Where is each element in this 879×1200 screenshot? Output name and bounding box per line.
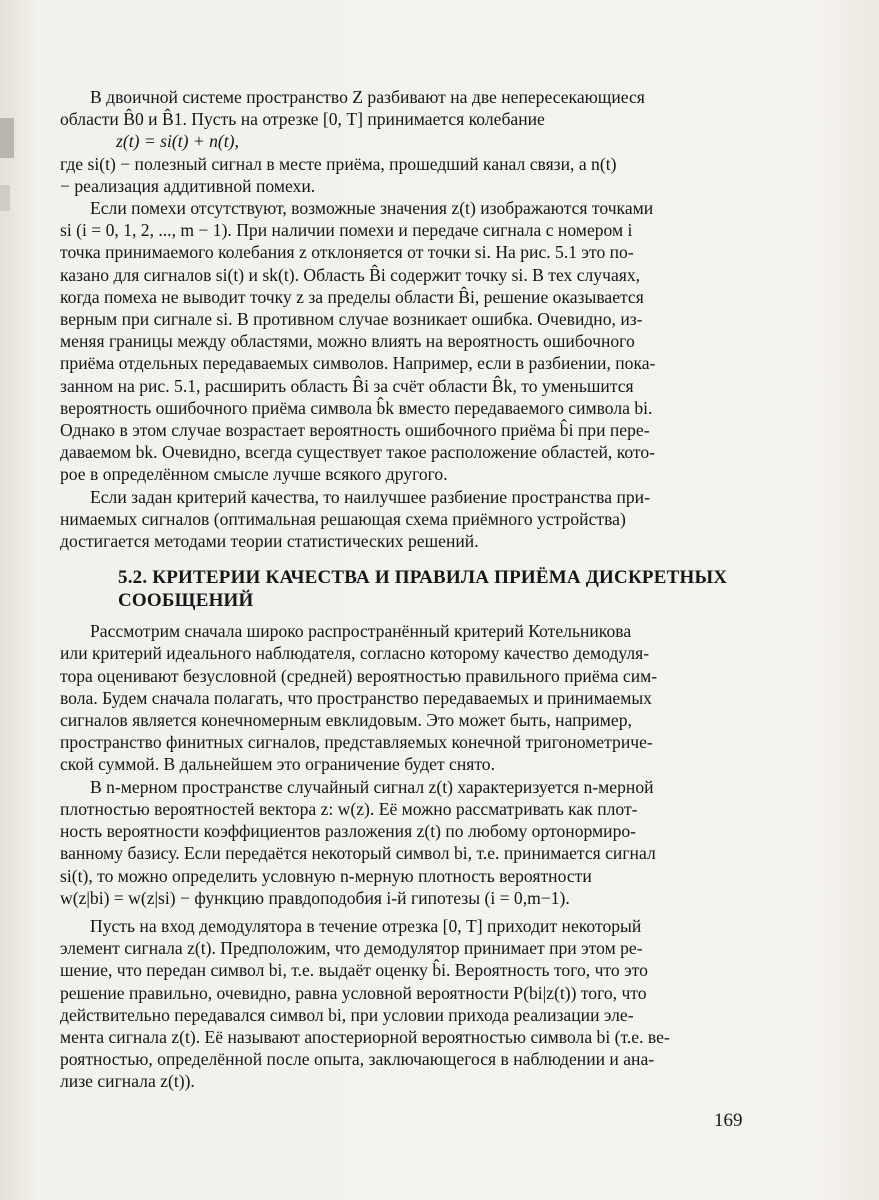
- formula-received-signal: z(t) = si(t) + n(t),: [116, 131, 239, 152]
- paragraph-2-line: занном на рис. 5.1, расширить область B̂i за счёт области B̂k, то уменьшится: [60, 375, 634, 396]
- paragraph-4-line: или критерий идеального наблюдателя, согласно которому качество демодуля-: [60, 643, 650, 664]
- paragraph-2-line: si (i = 0, 1, 2, ..., m − 1). При наличии помехи и передаче сигнала с номером i: [60, 220, 633, 241]
- paragraph-5-line: ность вероятности коэффициентов разложения z(t) по любому ортонормиро-: [60, 821, 637, 842]
- paragraph-2-line: приёма отдельных передаваемых символов. Например, если в разбиении, пока-: [60, 353, 656, 374]
- paragraph-6-line: мента сигнала z(t). Её называют апостериорной вероятностью символа bi (т.е. ве-: [60, 1026, 670, 1047]
- paragraph-4-line: пространство финитных сигналов, представляемых конечной тригонометриче-: [60, 732, 653, 753]
- page-body: [60, 86, 745, 1093]
- paragraph-4-line: ской суммой. В дальнейшем это ограничение будет снято.: [60, 754, 496, 775]
- page-number: 169: [714, 1110, 743, 1131]
- paragraph-2-line: даваемом bk. Очевидно, всегда существует такое расположение областей, кото-: [60, 442, 656, 463]
- paragraph-2-line: меняя границы между областями, можно влиять на вероятность ошибочного: [60, 331, 635, 352]
- paragraph-4-line: сигналов является конечномерным евклидовым. Это может быть, например,: [60, 710, 632, 731]
- paragraph-3-line: Если задан критерий качества, то наилучшее разбиение пространства при-: [90, 486, 650, 507]
- paragraph-5-line: В n-мерном пространстве случайный сигнал z(t) характеризуется n-мерной: [90, 776, 654, 797]
- paragraph-6-line: решение правильно, очевидно, равна условной вероятности P(bi|z(t)) того, что: [60, 982, 647, 1003]
- paragraph-6-line: действительно передавался символ bi, при условии прихода реализации эле-: [60, 1004, 634, 1025]
- paragraph-4-line: вола. Будем сначала полагать, что пространство передаваемых и принимаемых: [60, 687, 652, 708]
- paragraph-1-line: области B̂0 и B̂1. Пусть на отрезке [0, T] принимается колебание: [60, 109, 545, 130]
- paragraph-5-line: si(t), то можно определить условную n-мерную плотность вероятности: [60, 865, 592, 886]
- section-heading: 5.2. КРИТЕРИИ КАЧЕСТВА И ПРАВИЛА ПРИЁМА ДИСКРЕТНЫХ СООБЩЕНИЙ: [118, 567, 728, 612]
- paragraph-6-line: Пусть на вход демодулятора в течение отрезка [0, T] приходит некоторый: [90, 915, 642, 936]
- paragraph-2-line: когда помеха не выводит точку z за пределы области B̂i, решение оказывается: [60, 286, 644, 307]
- scan-artifact: [0, 185, 10, 211]
- paragraph-3-line: нимаемых сигналов (оптимальная решающая схема приёмного устройства): [60, 508, 626, 529]
- paragraph-5-line: w(z|bi) = w(z|si) − функцию правдоподобия i-й гипотезы (i = 0,m−1).: [60, 887, 570, 908]
- paragraph-2-line: казано для сигналов si(t) и sk(t). Область B̂i содержит точку si. В тех случаях,: [60, 264, 641, 285]
- paragraph-4-line: Рассмотрим сначала широко распространённый критерий Котельникова: [90, 621, 632, 642]
- paragraph-5-line: плотностью вероятностей вектора z: w(z). Её можно рассматривать как плот-: [60, 798, 638, 819]
- paragraph-2-line: рое в определённом смысле лучше всякого другого.: [60, 464, 448, 485]
- paragraph-2-line: точка принимаемого колебания z отклоняется от точки si. На рис. 5.1 это по-: [60, 242, 634, 263]
- paragraph-2-line: вероятность ошибочного приёма символа b̂k вместо передаваемого символа bi.: [60, 397, 653, 418]
- paragraph-6-line: элемент сигнала z(t). Предположим, что демодулятор принимает при этом ре-: [60, 938, 643, 959]
- paragraph-1-line: где si(t) − полезный сигнал в месте приёма, прошедший канал связи, а n(t): [60, 153, 617, 174]
- paragraph-4-line: тора оценивают безусловной (средней) вероятностью правильного приёма сим-: [60, 665, 658, 686]
- scan-artifact: [0, 118, 14, 158]
- paragraph-2-line: верным при сигнале si. В противном случае возникает ошибка. Очевидно, из-: [60, 309, 643, 330]
- paragraph-6-line: шение, что передан символ bi, т.е. выдаёт оценку b̂i. Вероятность того, что это: [60, 960, 648, 981]
- paragraph-3-line: достигается методами теории статистических решений.: [60, 531, 479, 552]
- paragraph-6-line: роятностью, определённой после опыта, заключающегося в наблюдении и ана-: [60, 1049, 655, 1070]
- paragraph-1-line: − реализация аддитивной помехи.: [60, 175, 316, 196]
- paragraph-5-line: ванному базису. Если передаётся некоторый символ bi, т.е. принимается сигнал: [60, 843, 656, 864]
- paragraph-2-line: Однако в этом случае возрастает вероятность ошибочного приёма b̂i при пере-: [60, 420, 650, 441]
- paragraph-6-line: лизе сигнала z(t)).: [60, 1071, 195, 1092]
- paragraph-1-line: В двоичной системе пространство Z разбивают на две непересекающиеся: [90, 87, 645, 107]
- paragraph-2-line: Если помехи отсутствуют, возможные значения z(t) изображаются точками: [90, 198, 654, 219]
